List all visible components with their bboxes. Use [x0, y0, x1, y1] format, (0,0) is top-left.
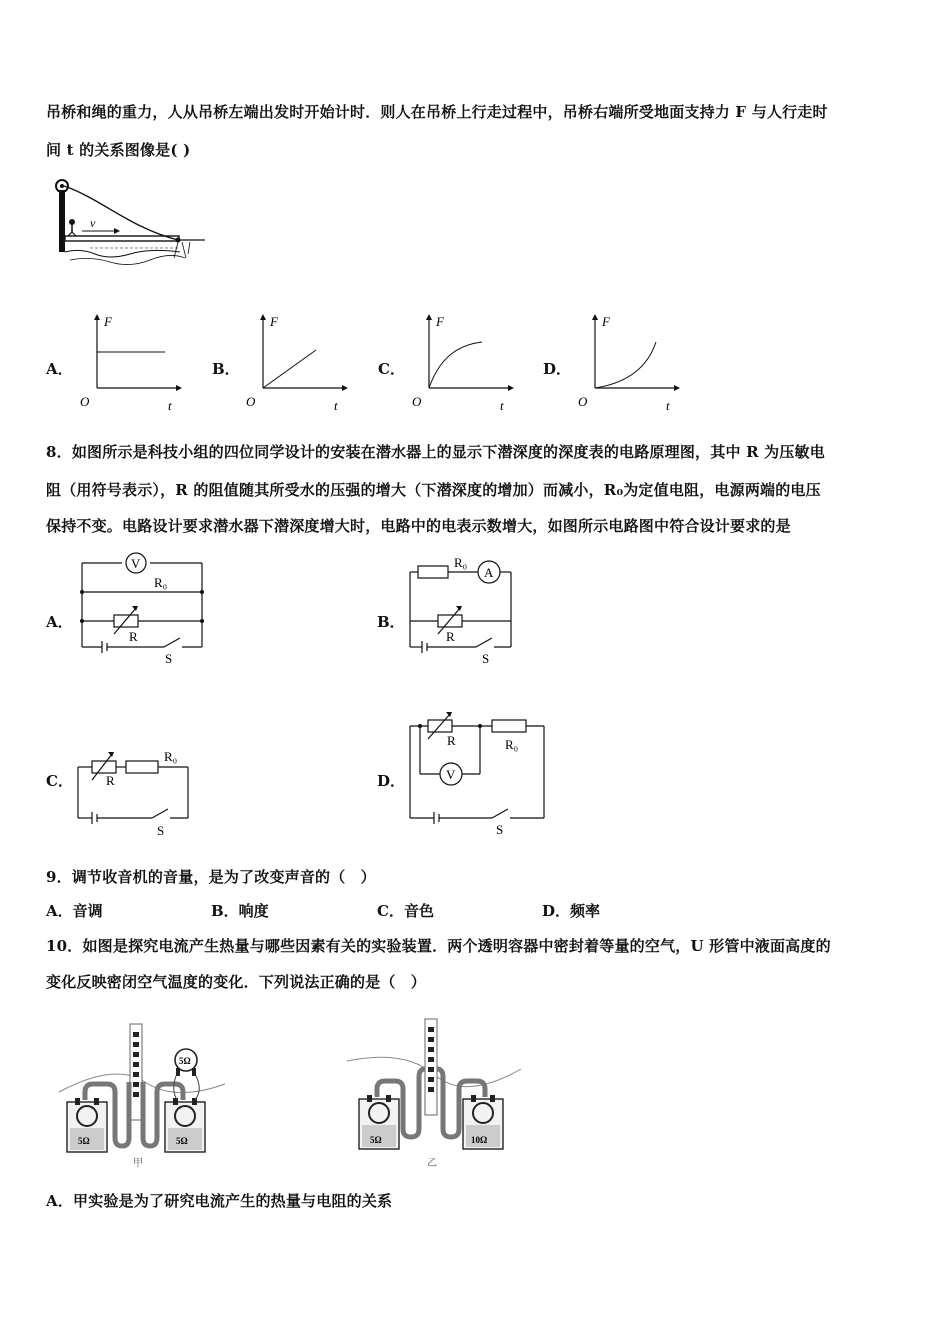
q8-option-d-label[interactable]: D． — [377, 772, 406, 790]
q7-option-a-label[interactable]: A． — [46, 360, 73, 378]
r0-label: R₀ — [164, 749, 178, 764]
q8-stem-line2: 阻（用符号表示），R 的阻值随其所受水的压强的增大（下潜深度的增加）而减小，R₀为定值电阻，电源两端的电压 — [46, 481, 821, 499]
graph-d — [576, 312, 681, 416]
resistor-label-left: 5Ω — [370, 1135, 382, 1145]
circuit-b — [398, 550, 528, 670]
q8-option-a-label[interactable]: A． — [46, 613, 73, 631]
circuit-c — [70, 742, 200, 842]
axis-f-label: F — [436, 314, 444, 329]
axis-t-label: t — [334, 398, 338, 413]
q8-option-c-label[interactable]: C． — [46, 772, 73, 790]
switch-label: S — [165, 651, 173, 666]
q8-stem-line3: 保持不变。电路设计要求潜水器下潜深度增大时，电路中的电表示数增大，如图所示电路图中符合设计要求的是 — [46, 517, 791, 535]
origin-label: O — [246, 394, 256, 409]
switch-label: S — [157, 823, 165, 838]
resistor-label-right: 5Ω — [176, 1136, 188, 1146]
q10-option-a[interactable]: A．甲实验是为了研究电流产生的热量与电阻的关系 — [46, 1192, 393, 1210]
q7-option-b-label[interactable]: B． — [212, 360, 240, 378]
q8-stem-line1: 8．如图所示是科技小组的四位同学设计的安装在潜水器上的显示下潜深度的深度表的电路原理图，其中 R 为压敏电 — [46, 443, 825, 461]
axis-f-label: F — [104, 314, 112, 329]
figure-caption-a: 甲 — [133, 1158, 143, 1169]
q8-option-b-label[interactable]: B． — [377, 613, 405, 631]
q10-stem-line1: 10．如图是探究电流产生热量与哪些因素有关的实验装置．两个透明容器中密封着等量的空气，U 形管中液面高度的 — [46, 937, 831, 955]
velocity-label: v — [90, 216, 96, 230]
axis-t-label: t — [168, 398, 172, 413]
q7-option-d-label[interactable]: D． — [543, 360, 572, 378]
switch-label: S — [482, 651, 490, 666]
graph-a — [78, 312, 183, 416]
switch-label: S — [496, 822, 504, 837]
resistor-label-right: 10Ω — [471, 1135, 488, 1145]
r0-label: R₀ — [454, 555, 468, 570]
circuit-a — [70, 550, 215, 670]
q9-option-c[interactable]: C．音色 — [377, 902, 434, 920]
r-label: R — [129, 629, 138, 644]
q9-stem: 9．调节收音机的音量，是为了改变声音的（ ） — [46, 868, 376, 886]
axis-f-label: F — [602, 314, 610, 329]
resistor-label-top: 5Ω — [179, 1056, 191, 1066]
q7-stem-line2: 间 t 的关系图像是( ) — [46, 141, 191, 159]
axis-t-label: t — [500, 398, 504, 413]
r-label: R — [446, 629, 455, 644]
voltmeter-label: V — [446, 767, 456, 782]
q7-option-c-label[interactable]: C． — [378, 360, 405, 378]
ammeter-label: A — [484, 565, 494, 580]
graph-c — [410, 312, 515, 416]
figure-caption-b: 乙 — [427, 1158, 437, 1169]
voltmeter-label: V — [131, 556, 141, 571]
experiment-figure-a — [55, 1020, 230, 1170]
graph-b — [244, 312, 349, 416]
r-label: R — [447, 733, 456, 748]
resistor-label-left: 5Ω — [78, 1136, 90, 1146]
drawbridge-figure — [50, 178, 210, 278]
q9-option-b[interactable]: B．响度 — [211, 902, 269, 920]
q9-option-d[interactable]: D．频率 — [542, 902, 601, 920]
circuit-d — [398, 712, 558, 842]
origin-label: O — [80, 394, 90, 409]
origin-label: O — [412, 394, 422, 409]
axis-t-label: t — [666, 398, 670, 413]
r0-label: R₀ — [505, 737, 519, 752]
q9-option-a[interactable]: A．音调 — [46, 902, 103, 920]
experiment-figure-b — [345, 1015, 525, 1170]
axis-f-label: F — [270, 314, 278, 329]
r0-label: R₀ — [154, 575, 168, 590]
q10-stem-line2: 变化反映密闭空气温度的变化．下列说法正确的是（ ） — [46, 973, 427, 991]
r-label: R — [106, 773, 115, 788]
q7-stem-line1: 吊桥和绳的重力，人从吊桥左端出发时开始计时．则人在吊桥上行走过程中，吊桥右端所受地面支持力 F 与人行走时 — [46, 103, 828, 121]
origin-label: O — [578, 394, 588, 409]
